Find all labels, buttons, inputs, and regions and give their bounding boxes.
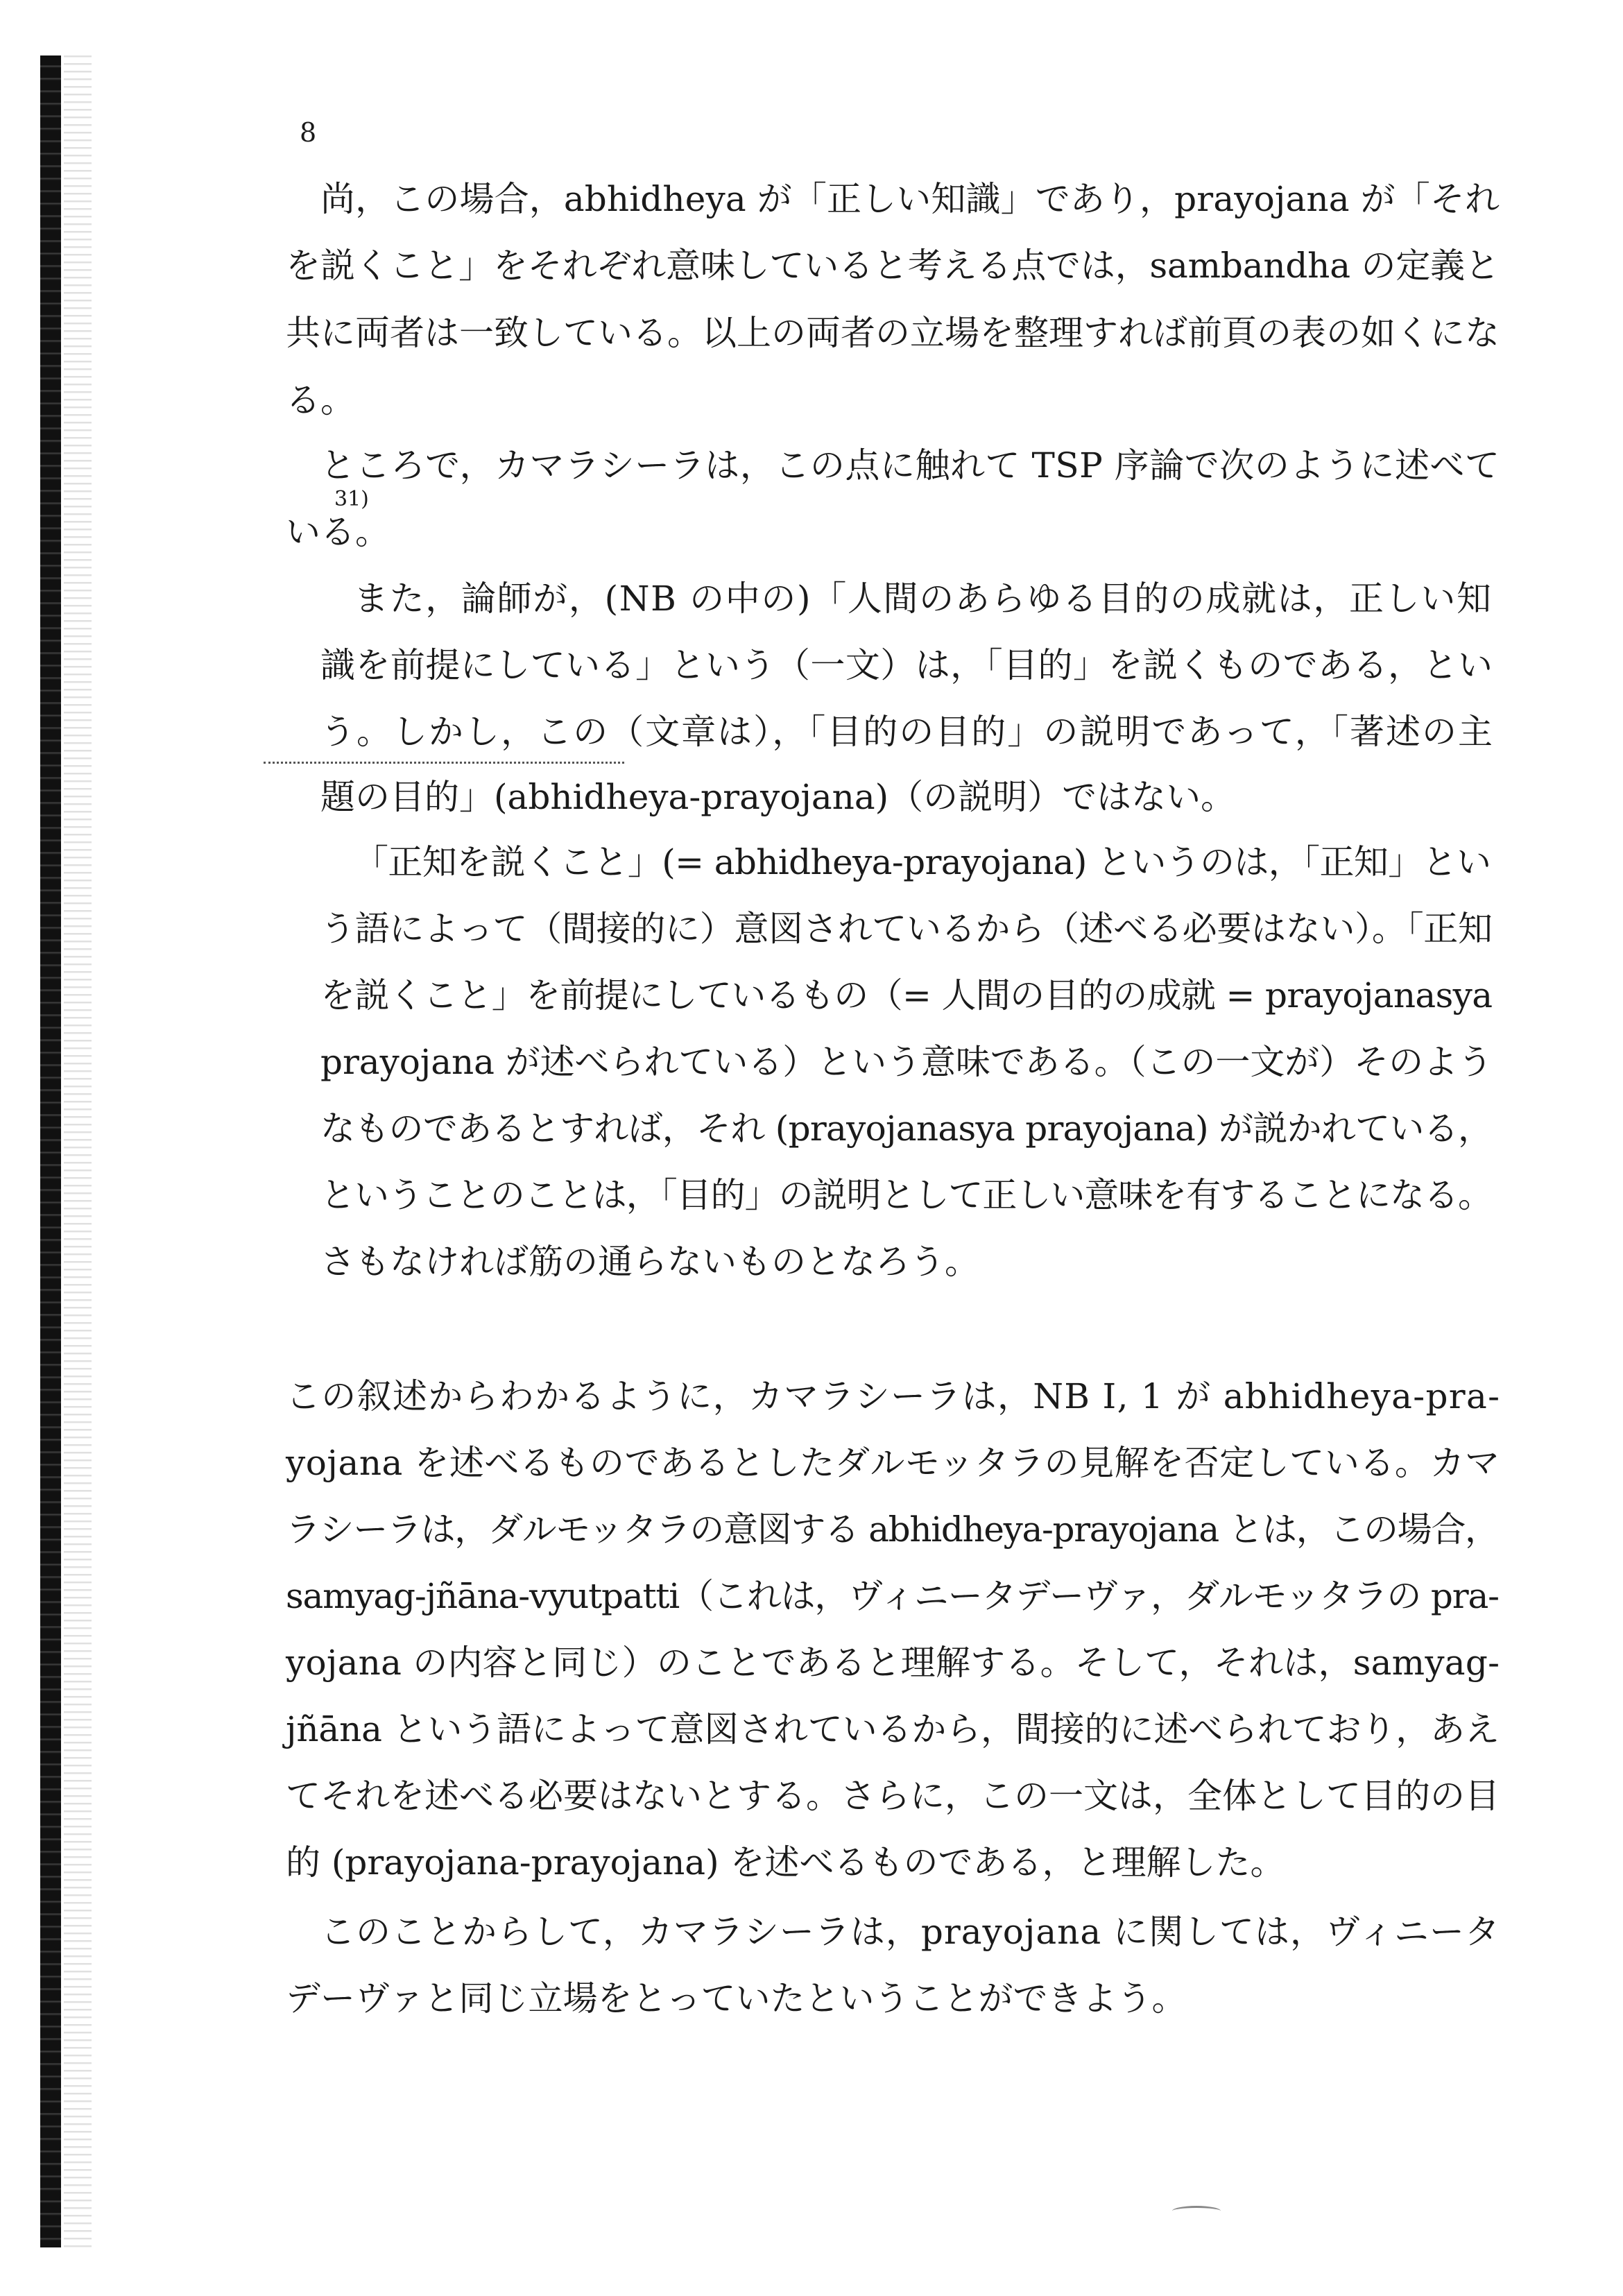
scan-binding-speckle xyxy=(64,55,92,2247)
quote2-line-7: さもなければ筋の通らないものとなろう。 xyxy=(320,1242,979,1282)
quote2-line-3: を説くこと」を前提にしているもの（= 人間の目的の成就 = prayojanasya xyxy=(320,975,1493,1016)
quote1-line-2: 識を前提にしている」という（一文）は，「目的」を説くものである，とい xyxy=(320,645,1493,685)
quote2-line-5: なものであるとすれば，それ (prayojanasya prayojana) が説かれている， xyxy=(320,1108,1493,1149)
scan-binding-edge xyxy=(40,55,61,2247)
p1-line-1: 尚，この場合，abhidheya が「正しい知識」であり，prayojana が「それ xyxy=(320,179,1500,219)
p3-line-6: jñāna という語によって意図されているから，間接的に述べられており，あえ xyxy=(286,1709,1500,1749)
quote2-line-6: ということのことは，「目的」の説明として正しい意味を有することになる。 xyxy=(320,1175,1492,1215)
quote2-line-4: prayojana が述べられている）という意味である。（この一文が）そのよう xyxy=(320,1042,1493,1082)
footnote-ref-31: 31) xyxy=(334,487,369,511)
p3-line-5: yojana の内容と同じ）のことであると理解する。そして，それは，samyag- xyxy=(286,1643,1500,1683)
quote1-line-1: また，論師が，(NB の中の)「人間のあらゆる目的の成就は，正しい知 xyxy=(354,579,1493,619)
p3-line-3: ラシーラは，ダルモッタラの意図する abhidheya-prayojana とは，この場合， xyxy=(286,1509,1499,1550)
p4-line-2: デーヴァと同じ立場をとっていたということができよう。 xyxy=(286,1978,1187,2019)
page-number: 8 xyxy=(300,117,317,148)
p3-line-8: 的 (prayojana-prayojana) を述べるものである，と理解した。 xyxy=(286,1842,1285,1883)
p1-line-4: る。 xyxy=(286,380,355,420)
quote2-line-2: う語によって（間接的に）意図されているから（述べる必要はない）。「正知 xyxy=(320,909,1493,949)
p4-line-1: このことからして，カマラシーラは，prayojana に関しては，ヴィニータ xyxy=(320,1912,1500,1952)
quote1-line-4: 題の目的」(abhidheya-prayojana)（の説明）ではない。 xyxy=(320,777,1236,817)
scan-dotted-rule xyxy=(264,762,624,764)
quote2-line-1: 「正知を説くこと」(= abhidheya-prayojana) というのは，「正知」とい xyxy=(354,842,1491,882)
p3-line-7: てそれを述べる必要はないとする。さらに，この一文は，全体として目的の目 xyxy=(286,1776,1500,1816)
p3-line-1: この叙述からわかるように，カマラシーラは，NB I, 1 が abhidheya-pra- xyxy=(286,1376,1501,1416)
p1-line-2: を説くこと」をそれぞれ意味していると考える点では，sambandha の定義と xyxy=(286,246,1500,286)
quote1-line-3: う。しかし，この（文章は），「目的の目的」の説明であって，「著述の主 xyxy=(320,712,1495,752)
p1-line-3: 共に両者は一致している。以上の両者の立場を整理すれば前頁の表の如くにな xyxy=(286,313,1500,353)
p3-line-2: yojana を述べるものであるとしたダルモッタラの見解を否定している。カマ xyxy=(286,1443,1500,1483)
p2-line-2: いる。 xyxy=(286,512,390,552)
scan-artifact-mark xyxy=(1172,2206,1221,2216)
p3-line-4: samyag-jñāna-vyutpatti（これは，ヴィニータデーヴァ，ダルモッタラの pra- xyxy=(286,1576,1499,1616)
p2-line-1: ところで，カマラシーラは，この点に触れて TSP 序論で次のように述べて xyxy=(320,445,1500,486)
